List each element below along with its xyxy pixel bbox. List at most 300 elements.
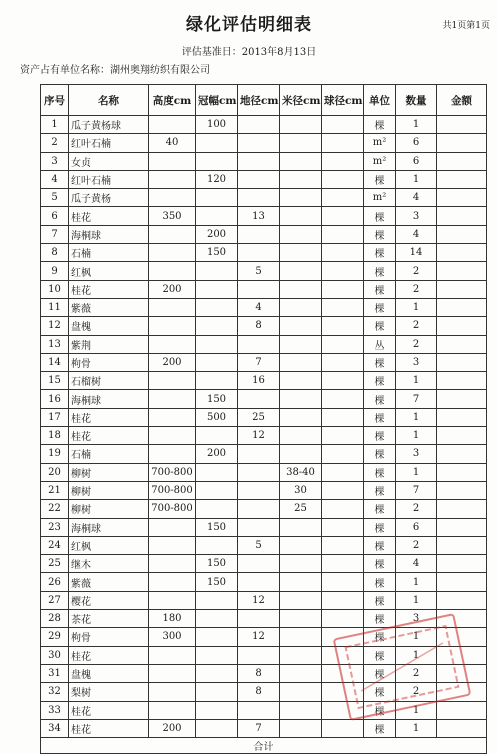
row-meter-diameter: 25 <box>280 500 322 518</box>
row-ground-diameter <box>238 463 280 481</box>
row-quantity: 2 <box>396 536 437 554</box>
col-unit: 单位 <box>364 85 396 116</box>
row-crown <box>196 152 238 170</box>
row-quantity: 1 <box>396 701 437 719</box>
row-ground-diameter <box>238 116 280 134</box>
row-unit: 棵 <box>364 573 396 591</box>
row-quantity: 14 <box>396 244 437 262</box>
row-ground-diameter: 7 <box>238 719 280 737</box>
row-ball-diameter <box>322 317 364 335</box>
row-name: 紫薇 <box>69 573 149 591</box>
row-height <box>149 372 196 390</box>
owner-label: 资产占有单位名称： <box>20 65 110 76</box>
header-row <box>41 85 487 116</box>
row-ground-diameter: 5 <box>238 262 280 280</box>
row-name: 樱花 <box>69 591 149 609</box>
row-height: 200 <box>149 280 196 298</box>
row-ball-diameter <box>322 280 364 298</box>
row-unit: 棵 <box>364 116 396 134</box>
row-ball-diameter <box>322 573 364 591</box>
row-height: 700-800 <box>149 500 196 518</box>
row-amount <box>437 353 487 371</box>
table-row <box>41 390 487 408</box>
row-amount <box>437 225 487 243</box>
row-quantity: 3 <box>396 207 437 225</box>
row-meter-diameter <box>280 427 322 445</box>
row-crown <box>196 134 238 152</box>
row-height <box>149 701 196 719</box>
table-row <box>41 170 487 188</box>
row-quantity: 1 <box>396 719 437 737</box>
row-ground-diameter <box>238 646 280 664</box>
row-amount <box>437 500 487 518</box>
table-row <box>41 262 487 280</box>
table-row <box>41 353 487 371</box>
row-unit: 棵 <box>364 244 396 262</box>
row-height: 700-800 <box>149 463 196 481</box>
row-quantity: 1 <box>396 591 437 609</box>
row-ground-diameter <box>238 481 280 499</box>
row-crown <box>196 719 238 737</box>
row-unit: 丛 <box>364 335 396 353</box>
row-meter-diameter <box>280 701 322 719</box>
row-meter-diameter <box>280 390 322 408</box>
table-row <box>41 518 487 536</box>
row-amount <box>437 390 487 408</box>
row-amount <box>437 555 487 573</box>
row-seq: 18 <box>41 427 69 445</box>
row-seq: 10 <box>41 280 69 298</box>
row-meter-diameter <box>280 207 322 225</box>
row-amount <box>437 536 487 554</box>
row-amount <box>437 335 487 353</box>
row-ball-diameter <box>322 298 364 316</box>
row-crown: 150 <box>196 518 238 536</box>
row-height: 180 <box>149 610 196 628</box>
row-seq: 5 <box>41 189 69 207</box>
row-seq: 1 <box>41 116 69 134</box>
row-height <box>149 244 196 262</box>
row-ground-diameter <box>238 555 280 573</box>
row-unit: 棵 <box>364 518 396 536</box>
row-meter-diameter <box>280 683 322 701</box>
row-amount <box>437 152 487 170</box>
row-height <box>149 225 196 243</box>
row-crown: 150 <box>196 244 238 262</box>
row-quantity: 1 <box>396 573 437 591</box>
valuation-base-date: 评估基准日：2013年8月13日 <box>181 47 317 58</box>
row-amount <box>437 317 487 335</box>
table-row <box>41 116 487 134</box>
row-seq: 15 <box>41 372 69 390</box>
row-seq: 8 <box>41 244 69 262</box>
row-unit: 棵 <box>364 390 396 408</box>
row-crown <box>196 646 238 664</box>
row-seq: 14 <box>41 353 69 371</box>
row-amount <box>437 445 487 463</box>
row-height <box>149 573 196 591</box>
row-unit: 棵 <box>364 555 396 573</box>
row-amount <box>437 207 487 225</box>
row-ball-diameter <box>322 500 364 518</box>
row-unit: 棵 <box>364 591 396 609</box>
row-amount <box>437 244 487 262</box>
row-crown: 150 <box>196 555 238 573</box>
row-quantity: 7 <box>396 390 437 408</box>
row-name: 海桐球 <box>69 518 149 536</box>
row-height <box>149 335 196 353</box>
row-meter-diameter <box>280 134 322 152</box>
row-meter-diameter <box>280 536 322 554</box>
row-ball-diameter <box>322 225 364 243</box>
row-meter-diameter <box>280 116 322 134</box>
row-seq: 28 <box>41 610 69 628</box>
row-ball-diameter <box>322 518 364 536</box>
row-height: 200 <box>149 353 196 371</box>
row-seq: 30 <box>41 646 69 664</box>
row-seq: 13 <box>41 335 69 353</box>
row-height <box>149 536 196 554</box>
row-amount <box>437 170 487 188</box>
row-seq: 23 <box>41 518 69 536</box>
row-quantity: 1 <box>396 463 437 481</box>
row-quantity: 1 <box>396 116 437 134</box>
row-meter-diameter <box>280 445 322 463</box>
table-row <box>41 244 487 262</box>
row-seq: 17 <box>41 408 69 426</box>
table-row <box>41 427 487 445</box>
row-height: 350 <box>149 207 196 225</box>
row-crown <box>196 207 238 225</box>
row-quantity: 2 <box>396 280 437 298</box>
row-quantity: 1 <box>396 427 437 445</box>
row-ground-diameter <box>238 280 280 298</box>
row-name: 紫薇 <box>69 298 149 316</box>
row-ground-diameter: 25 <box>238 408 280 426</box>
row-height <box>149 591 196 609</box>
row-unit: 棵 <box>364 170 396 188</box>
row-ball-diameter <box>322 445 364 463</box>
row-amount <box>437 116 487 134</box>
row-seq: 27 <box>41 591 69 609</box>
table-row <box>41 573 487 591</box>
row-seq: 6 <box>41 207 69 225</box>
row-name: 红枫 <box>69 262 149 280</box>
row-name: 枸骨 <box>69 628 149 646</box>
row-unit: 棵 <box>364 280 396 298</box>
row-name: 海桐球 <box>69 225 149 243</box>
row-quantity: 1 <box>396 408 437 426</box>
row-unit: 棵 <box>364 463 396 481</box>
row-crown <box>196 610 238 628</box>
row-ground-diameter <box>238 573 280 591</box>
row-ball-diameter <box>322 262 364 280</box>
asset-owner <box>20 61 210 76</box>
row-amount <box>437 189 487 207</box>
row-ball-diameter <box>322 134 364 152</box>
row-amount <box>437 134 487 152</box>
table-row <box>41 298 487 316</box>
row-height: 40 <box>149 134 196 152</box>
table-row <box>41 408 487 426</box>
row-ground-diameter: 8 <box>238 664 280 682</box>
row-height <box>149 317 196 335</box>
page-number: 共1页第1页 <box>442 21 490 31</box>
row-meter-diameter <box>280 573 322 591</box>
row-quantity: 2 <box>396 500 437 518</box>
row-crown <box>196 317 238 335</box>
row-meter-diameter: 38-40 <box>280 463 322 481</box>
row-height <box>149 298 196 316</box>
row-ground-diameter <box>238 445 280 463</box>
row-crown <box>196 298 238 316</box>
row-height <box>149 555 196 573</box>
row-unit: 棵 <box>364 317 396 335</box>
row-unit: 棵 <box>364 262 396 280</box>
row-meter-diameter <box>280 408 322 426</box>
row-quantity: 1 <box>396 170 437 188</box>
row-name: 红叶石楠 <box>69 134 149 152</box>
table-row <box>41 372 487 390</box>
row-meter-diameter <box>280 335 322 353</box>
row-ground-diameter <box>238 335 280 353</box>
row-amount <box>437 298 487 316</box>
seal-icon <box>341 621 463 712</box>
row-unit: 棵 <box>364 683 396 701</box>
row-unit: m² <box>364 134 396 152</box>
row-crown: 150 <box>196 390 238 408</box>
row-name: 梨树 <box>69 683 149 701</box>
row-name: 继木 <box>69 555 149 573</box>
total-row <box>41 738 487 754</box>
row-quantity: 2 <box>396 262 437 280</box>
table-row <box>41 500 487 518</box>
row-crown: 100 <box>196 116 238 134</box>
row-unit: 棵 <box>364 628 396 646</box>
row-height <box>149 445 196 463</box>
row-ball-diameter <box>322 555 364 573</box>
row-seq: 21 <box>41 481 69 499</box>
row-ball-diameter <box>322 244 364 262</box>
row-height <box>149 518 196 536</box>
row-name: 桂花 <box>69 701 149 719</box>
row-meter-diameter <box>280 152 322 170</box>
row-crown <box>196 353 238 371</box>
row-crown <box>196 189 238 207</box>
col-quantity: 数量 <box>396 85 437 116</box>
row-seq: 31 <box>41 664 69 682</box>
row-ground-diameter: 12 <box>238 628 280 646</box>
row-amount <box>437 701 487 719</box>
row-ball-diameter <box>322 189 364 207</box>
row-ground-diameter <box>238 225 280 243</box>
row-seq: 26 <box>41 573 69 591</box>
row-name: 紫荆 <box>69 335 149 353</box>
row-quantity: 4 <box>396 225 437 243</box>
row-amount <box>437 427 487 445</box>
row-name: 柳树 <box>69 463 149 481</box>
row-name: 桂花 <box>69 280 149 298</box>
col-crown: 冠幅cm <box>196 85 238 116</box>
row-unit: 棵 <box>364 225 396 243</box>
row-height: 700-800 <box>149 481 196 499</box>
table-row <box>41 445 487 463</box>
row-quantity: 2 <box>396 317 437 335</box>
row-ground-diameter <box>238 390 280 408</box>
row-name: 桂花 <box>69 408 149 426</box>
row-ball-diameter <box>322 481 364 499</box>
row-meter-diameter <box>280 518 322 536</box>
row-unit: 棵 <box>364 610 396 628</box>
row-unit: 棵 <box>364 298 396 316</box>
row-unit: 棵 <box>364 536 396 554</box>
row-seq: 22 <box>41 500 69 518</box>
row-meter-diameter <box>280 353 322 371</box>
row-seq: 7 <box>41 225 69 243</box>
row-ground-diameter: 4 <box>238 298 280 316</box>
row-name: 红叶石楠 <box>69 170 149 188</box>
row-ground-diameter: 16 <box>238 372 280 390</box>
row-unit: 棵 <box>364 445 396 463</box>
row-seq: 16 <box>41 390 69 408</box>
row-amount <box>437 518 487 536</box>
row-quantity: 3 <box>396 353 437 371</box>
row-height <box>149 390 196 408</box>
page-title: 绿化评估明细表 <box>186 15 312 35</box>
row-unit: 棵 <box>364 207 396 225</box>
row-meter-diameter <box>280 610 322 628</box>
row-unit: 棵 <box>364 427 396 445</box>
row-crown <box>196 427 238 445</box>
row-meter-diameter <box>280 298 322 316</box>
row-unit: m² <box>364 189 396 207</box>
row-amount <box>437 719 487 737</box>
row-unit: 棵 <box>364 646 396 664</box>
row-crown <box>196 536 238 554</box>
row-ground-diameter <box>238 610 280 628</box>
table-row <box>41 225 487 243</box>
row-amount <box>437 408 487 426</box>
row-ball-diameter <box>322 408 364 426</box>
row-seq: 29 <box>41 628 69 646</box>
row-name: 桂花 <box>69 719 149 737</box>
col-ball-diameter: 球径cm <box>322 85 364 116</box>
row-crown <box>196 463 238 481</box>
table-row <box>41 719 487 737</box>
row-crown <box>196 481 238 499</box>
row-height: 200 <box>149 719 196 737</box>
row-meter-diameter <box>280 262 322 280</box>
col-seq: 序号 <box>41 85 69 116</box>
row-ball-diameter <box>322 610 364 628</box>
row-crown: 120 <box>196 170 238 188</box>
row-amount <box>437 463 487 481</box>
row-quantity: 4 <box>396 555 437 573</box>
row-crown: 200 <box>196 225 238 243</box>
row-unit: 棵 <box>364 701 396 719</box>
row-quantity: 1 <box>396 646 437 664</box>
row-name: 枸骨 <box>69 353 149 371</box>
row-ground-diameter <box>238 189 280 207</box>
row-crown <box>196 701 238 719</box>
row-quantity: 6 <box>396 152 437 170</box>
row-ball-diameter <box>322 152 364 170</box>
row-name: 石楠 <box>69 445 149 463</box>
table-row <box>41 134 487 152</box>
row-ground-diameter: 13 <box>238 207 280 225</box>
row-amount <box>437 280 487 298</box>
row-quantity: 2 <box>396 683 437 701</box>
row-name: 石楠 <box>69 244 149 262</box>
row-ground-diameter: 12 <box>238 427 280 445</box>
row-meter-diameter <box>280 280 322 298</box>
row-ball-diameter <box>322 536 364 554</box>
row-name: 盘槐 <box>69 664 149 682</box>
row-height <box>149 683 196 701</box>
row-seq: 34 <box>41 719 69 737</box>
row-ground-diameter: 8 <box>238 683 280 701</box>
table-row <box>41 463 487 481</box>
row-name: 桂花 <box>69 427 149 445</box>
row-height <box>149 116 196 134</box>
row-ground-diameter <box>238 134 280 152</box>
row-height <box>149 664 196 682</box>
row-name: 盘槐 <box>69 317 149 335</box>
row-ground-diameter: 8 <box>238 317 280 335</box>
total-label: 合计 <box>41 738 487 754</box>
row-meter-diameter <box>280 719 322 737</box>
row-seq: 25 <box>41 555 69 573</box>
row-quantity: 2 <box>396 335 437 353</box>
row-quantity: 1 <box>396 298 437 316</box>
row-ground-diameter <box>238 518 280 536</box>
row-seq: 2 <box>41 134 69 152</box>
row-name: 桂花 <box>69 207 149 225</box>
row-name: 茶花 <box>69 610 149 628</box>
row-meter-diameter <box>280 664 322 682</box>
row-name: 瓜子黄杨 <box>69 189 149 207</box>
row-quantity: 4 <box>396 189 437 207</box>
row-height: 300 <box>149 628 196 646</box>
row-height <box>149 408 196 426</box>
row-crown <box>196 683 238 701</box>
row-name: 瓜子黄杨球 <box>69 116 149 134</box>
row-ball-diameter <box>322 390 364 408</box>
row-name: 红枫 <box>69 536 149 554</box>
row-ground-diameter <box>238 500 280 518</box>
row-ball-diameter <box>322 372 364 390</box>
row-crown: 150 <box>196 573 238 591</box>
row-amount <box>437 372 487 390</box>
table-row <box>41 591 487 609</box>
row-quantity: 2 <box>396 664 437 682</box>
row-seq: 12 <box>41 317 69 335</box>
row-meter-diameter <box>280 555 322 573</box>
row-seq: 33 <box>41 701 69 719</box>
row-seq: 19 <box>41 445 69 463</box>
table-row <box>41 481 487 499</box>
row-unit: 棵 <box>364 372 396 390</box>
row-ground-diameter: 5 <box>238 536 280 554</box>
row-crown <box>196 262 238 280</box>
row-unit: 棵 <box>364 408 396 426</box>
row-ball-diameter <box>322 427 364 445</box>
row-meter-diameter <box>280 372 322 390</box>
row-meter-diameter <box>280 646 322 664</box>
table-row <box>41 189 487 207</box>
row-name: 石榴树 <box>69 372 149 390</box>
col-name: 名称 <box>69 85 149 116</box>
